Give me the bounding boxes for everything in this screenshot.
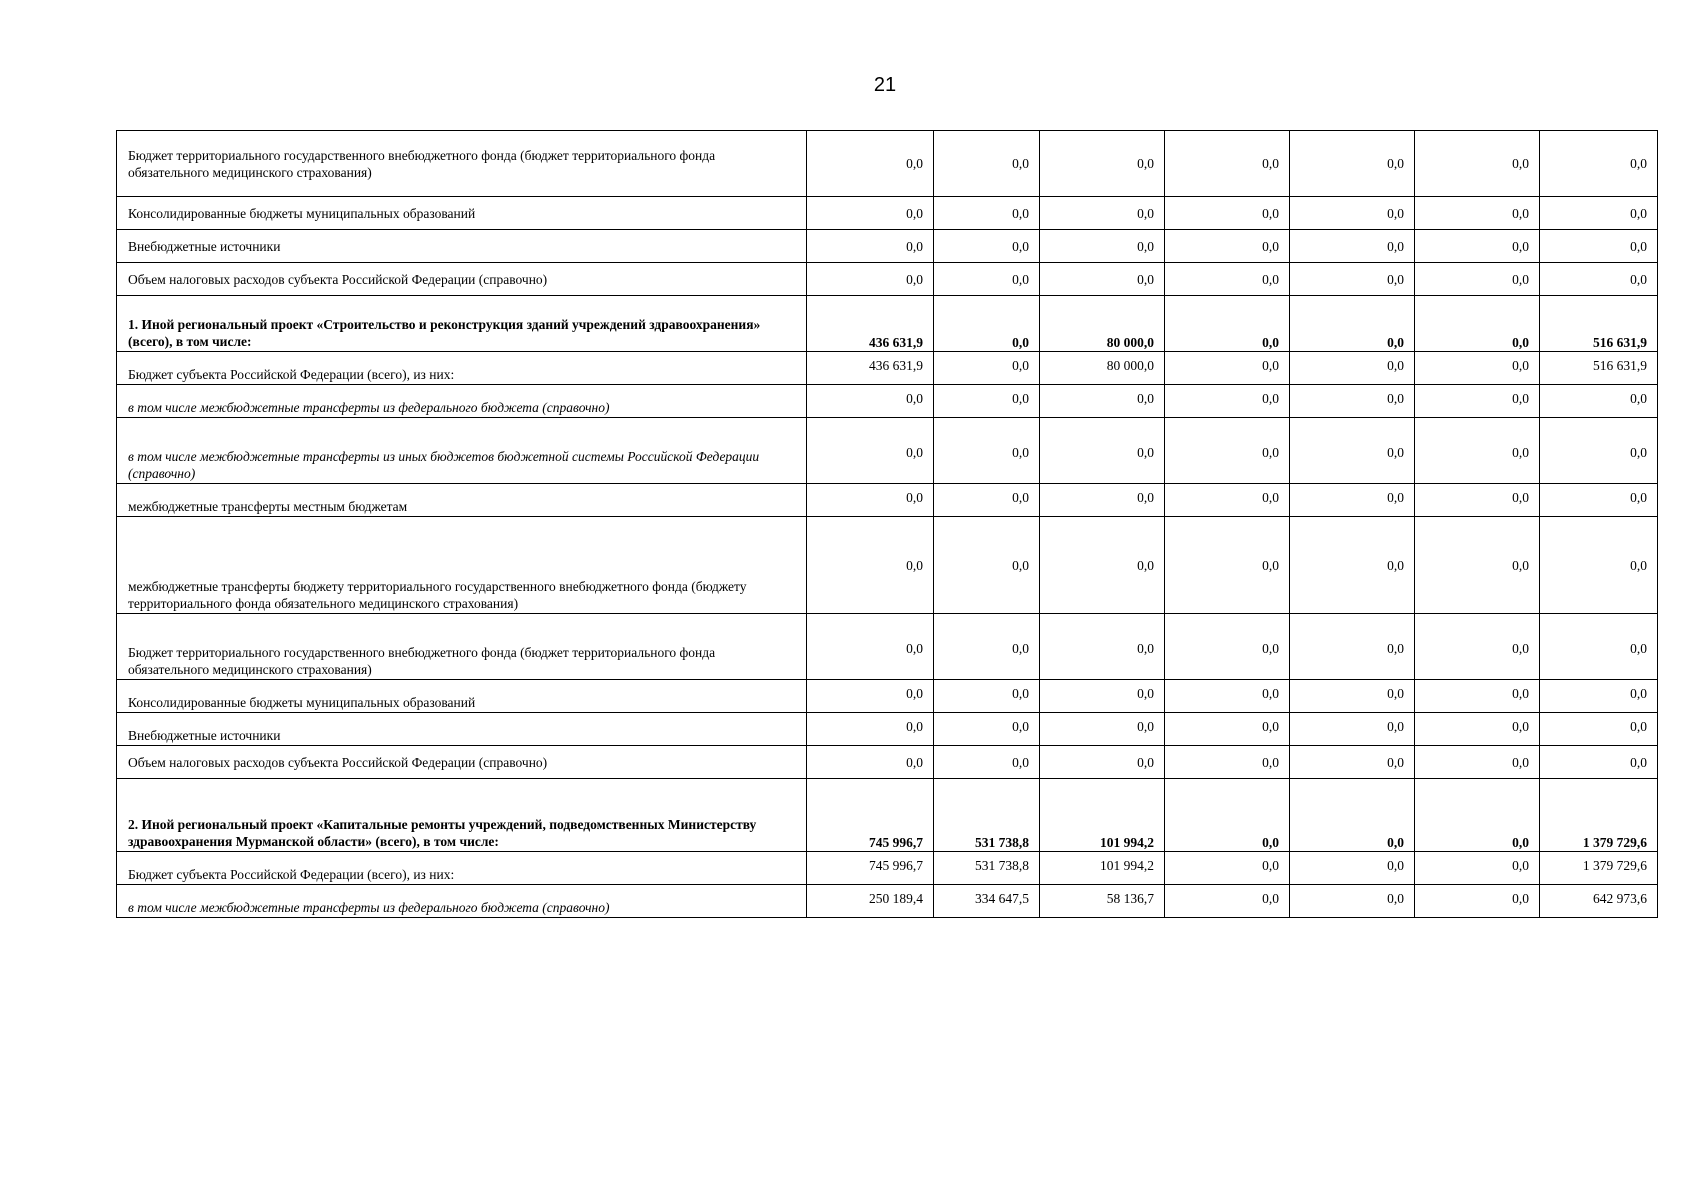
row-value: 0,0: [934, 263, 1040, 296]
row-value: 0,0: [934, 385, 1040, 418]
row-value: 0,0: [1165, 517, 1290, 614]
row-value: 0,0: [1040, 517, 1165, 614]
row-value: 0,0: [934, 131, 1040, 197]
row-value: 0,0: [1040, 680, 1165, 713]
row-value: 0,0: [1165, 484, 1290, 517]
table-row: [117, 131, 1658, 197]
row-value: 0,0: [1165, 352, 1290, 385]
row-value: 0,0: [1165, 779, 1290, 852]
row-value: 436 631,9: [807, 352, 934, 385]
row-value: 0,0: [1165, 263, 1290, 296]
page-number: 21: [873, 74, 897, 96]
row-value: 0,0: [1415, 885, 1540, 918]
row-value: 0,0: [934, 197, 1040, 230]
row-label: 2. Иной региональный проект «Капитальные ремонты учреждений, подведомственных Министерству здравоохранения Мурманской области» (всего), в том числе:: [117, 779, 807, 852]
row-value: 0,0: [1415, 296, 1540, 352]
row-label: в том числе межбюджетные трансферты из федерального бюджета (справочно): [117, 385, 807, 418]
row-value: 0,0: [934, 746, 1040, 779]
row-value: 0,0: [1290, 713, 1415, 746]
row-value: 0,0: [1415, 418, 1540, 484]
row-value: 0,0: [1415, 352, 1540, 385]
row-value: 0,0: [1290, 852, 1415, 885]
row-value: 0,0: [1415, 852, 1540, 885]
row-value: 0,0: [807, 230, 934, 263]
row-value: 0,0: [1540, 517, 1658, 614]
row-value: 58 136,7: [1040, 885, 1165, 918]
row-value: 0,0: [1165, 614, 1290, 680]
table-row: [117, 352, 1658, 385]
row-label: Консолидированные бюджеты муниципальных образований: [117, 197, 807, 230]
row-value: 0,0: [1165, 131, 1290, 197]
row-label: Бюджет территориального государственного внебюджетного фонда (бюджет территориального фонда обязательного медицинского страхования): [117, 131, 807, 197]
row-value: 0,0: [1290, 197, 1415, 230]
row-value: 531 738,8: [934, 852, 1040, 885]
row-value: 0,0: [1165, 230, 1290, 263]
table-row: [117, 517, 1658, 614]
row-value: 0,0: [1040, 131, 1165, 197]
row-value: 0,0: [1290, 296, 1415, 352]
row-value: 0,0: [934, 296, 1040, 352]
row-value: 0,0: [1290, 418, 1415, 484]
row-value: 0,0: [1165, 385, 1290, 418]
row-value: 436 631,9: [807, 296, 934, 352]
row-value: 516 631,9: [1540, 352, 1658, 385]
row-value: 0,0: [1165, 885, 1290, 918]
row-value: 80 000,0: [1040, 352, 1165, 385]
row-value: 0,0: [1040, 197, 1165, 230]
row-value: 0,0: [807, 517, 934, 614]
table-row: [117, 197, 1658, 230]
row-value: 0,0: [1290, 263, 1415, 296]
table-row: [117, 263, 1658, 296]
row-value: 0,0: [1290, 517, 1415, 614]
row-label: Консолидированные бюджеты муниципальных образований: [117, 680, 807, 713]
row-value: 0,0: [1415, 746, 1540, 779]
row-value: 0,0: [807, 680, 934, 713]
table-row: [117, 484, 1658, 517]
row-value: 0,0: [807, 418, 934, 484]
row-value: 0,0: [934, 418, 1040, 484]
row-value: 0,0: [1290, 614, 1415, 680]
table-row: [117, 713, 1658, 746]
row-value: 0,0: [1165, 296, 1290, 352]
row-value: 0,0: [1290, 131, 1415, 197]
row-value: 0,0: [1415, 385, 1540, 418]
row-value: 0,0: [934, 352, 1040, 385]
row-value: 334 647,5: [934, 885, 1040, 918]
row-label: в том числе межбюджетные трансферты из иных бюджетов бюджетной системы Российской Федерации (справочно): [117, 418, 807, 484]
row-value: 0,0: [807, 713, 934, 746]
row-value: 0,0: [1415, 131, 1540, 197]
row-label: Бюджет субъекта Российской Федерации (всего), из них:: [117, 852, 807, 885]
row-value: 0,0: [1290, 779, 1415, 852]
row-value: 101 994,2: [1040, 852, 1165, 885]
row-label: межбюджетные трансферты бюджету территориального государственного внебюджетного фонда (бюджету территориального фонда обязательного медицинского страхования): [117, 517, 807, 614]
row-value: 0,0: [1290, 484, 1415, 517]
row-label: 1. Иной региональный проект «Строительство и реконструкция зданий учреждений здравоохранения» (всего), в том числе:: [117, 296, 807, 352]
row-value: 0,0: [1540, 385, 1658, 418]
row-value: 0,0: [1040, 230, 1165, 263]
row-value: 0,0: [1290, 385, 1415, 418]
table-row: [117, 852, 1658, 885]
row-value: 0,0: [1040, 713, 1165, 746]
row-value: 0,0: [1165, 746, 1290, 779]
budget-table: [116, 130, 1658, 918]
row-value: 0,0: [1540, 713, 1658, 746]
row-value: 101 994,2: [1040, 779, 1165, 852]
row-value: 0,0: [1165, 852, 1290, 885]
row-value: 0,0: [1165, 713, 1290, 746]
row-value: 745 996,7: [807, 852, 934, 885]
row-value: 0,0: [1290, 885, 1415, 918]
row-value: 745 996,7: [807, 779, 934, 852]
row-value: 250 189,4: [807, 885, 934, 918]
table-row: [117, 885, 1658, 918]
row-value: 0,0: [1290, 230, 1415, 263]
row-value: 0,0: [1040, 746, 1165, 779]
row-value: 0,0: [934, 517, 1040, 614]
row-value: 0,0: [1165, 197, 1290, 230]
row-value: 0,0: [1540, 197, 1658, 230]
row-value: 0,0: [1540, 680, 1658, 713]
row-value: 0,0: [934, 680, 1040, 713]
row-value: 0,0: [1415, 614, 1540, 680]
row-value: 0,0: [1415, 779, 1540, 852]
table-row: [117, 614, 1658, 680]
row-label: Бюджет территориального государственного внебюджетного фонда (бюджет территориального фонда обязательного медицинского страхования): [117, 614, 807, 680]
row-value: 0,0: [1540, 484, 1658, 517]
row-label: Внебюджетные источники: [117, 230, 807, 263]
row-value: 0,0: [1540, 746, 1658, 779]
row-value: 1 379 729,6: [1540, 779, 1658, 852]
row-value: 0,0: [1415, 484, 1540, 517]
row-value: 80 000,0: [1040, 296, 1165, 352]
row-value: 0,0: [1040, 385, 1165, 418]
table-row: [117, 418, 1658, 484]
row-value: 0,0: [1290, 352, 1415, 385]
row-value: 0,0: [1415, 713, 1540, 746]
row-value: 531 738,8: [934, 779, 1040, 852]
row-value: 0,0: [1540, 418, 1658, 484]
row-value: 0,0: [1540, 131, 1658, 197]
row-value: 0,0: [807, 197, 934, 230]
row-value: 0,0: [1290, 680, 1415, 713]
row-value: 642 973,6: [1540, 885, 1658, 918]
row-value: 0,0: [934, 484, 1040, 517]
row-value: 0,0: [1415, 517, 1540, 614]
row-value: 0,0: [1040, 484, 1165, 517]
row-value: 0,0: [807, 746, 934, 779]
row-value: 0,0: [1165, 418, 1290, 484]
row-value: 0,0: [1540, 263, 1658, 296]
row-value: 0,0: [934, 614, 1040, 680]
row-value: 0,0: [807, 484, 934, 517]
table-row: [117, 296, 1658, 352]
row-value: 516 631,9: [1540, 296, 1658, 352]
row-label: Бюджет субъекта Российской Федерации (всего), из них:: [117, 352, 807, 385]
row-value: 0,0: [1040, 418, 1165, 484]
row-value: 0,0: [934, 230, 1040, 263]
row-value: 0,0: [807, 385, 934, 418]
row-value: 0,0: [1415, 680, 1540, 713]
table-row: [117, 230, 1658, 263]
row-value: 0,0: [1165, 680, 1290, 713]
row-value: 0,0: [1540, 614, 1658, 680]
row-label: межбюджетные трансферты местным бюджетам: [117, 484, 807, 517]
row-value: 1 379 729,6: [1540, 852, 1658, 885]
row-label: Объем налоговых расходов субъекта Российской Федерации (справочно): [117, 263, 807, 296]
row-value: 0,0: [1415, 197, 1540, 230]
row-label: Объем налоговых расходов субъекта Российской Федерации (справочно): [117, 746, 807, 779]
table-row: [117, 680, 1658, 713]
row-value: 0,0: [807, 263, 934, 296]
row-label: в том числе межбюджетные трансферты из федерального бюджета (справочно): [117, 885, 807, 918]
row-value: 0,0: [807, 614, 934, 680]
table-row: [117, 746, 1658, 779]
table-row: [117, 385, 1658, 418]
row-value: 0,0: [1290, 746, 1415, 779]
table-row: [117, 779, 1658, 852]
row-value: 0,0: [1040, 614, 1165, 680]
row-value: 0,0: [934, 713, 1040, 746]
row-value: 0,0: [1040, 263, 1165, 296]
row-value: 0,0: [1415, 230, 1540, 263]
row-value: 0,0: [1415, 263, 1540, 296]
row-value: 0,0: [1540, 230, 1658, 263]
row-label: Внебюджетные источники: [117, 713, 807, 746]
row-value: 0,0: [807, 131, 934, 197]
